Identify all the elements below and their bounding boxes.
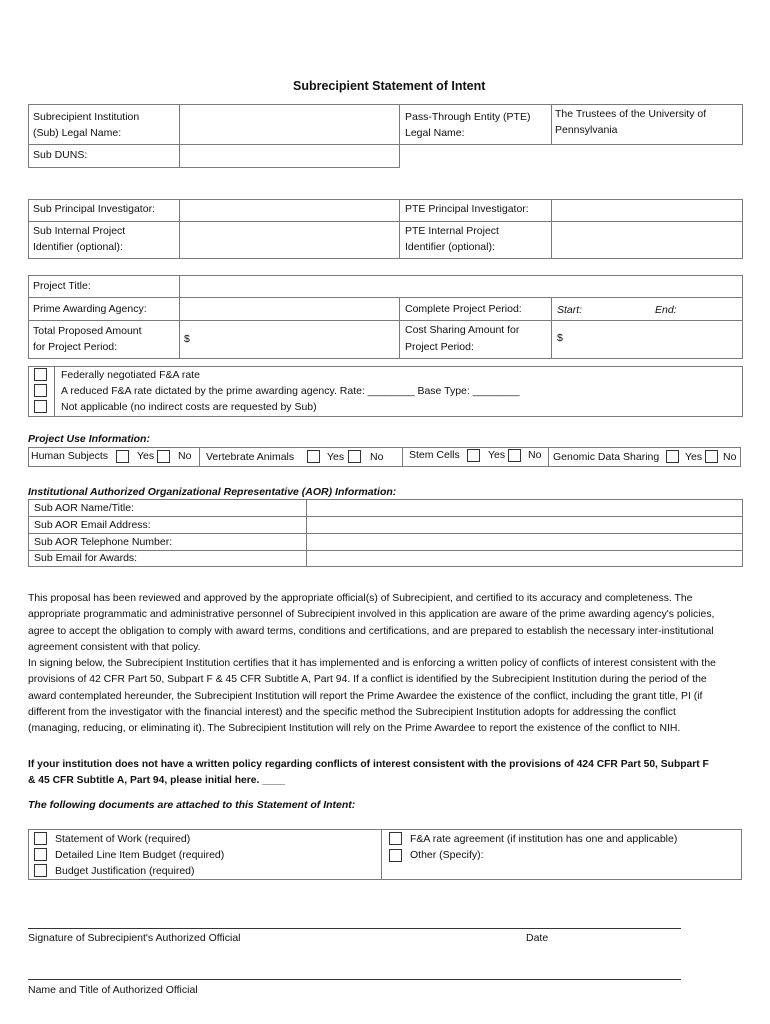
stem-cells-yes-label: Yes: [488, 449, 506, 461]
human-subjects-yes-checkbox[interactable]: [116, 450, 129, 463]
pte-legal-name-label: Pass-Through Entity (PTE): [405, 111, 531, 123]
human-subjects-yes-label: Yes: [137, 450, 155, 462]
pte-project-id-label-2: Identifier (optional):: [405, 241, 495, 253]
aor-email-label: Sub AOR Email Address:: [34, 519, 151, 531]
pte-legal-name-label-2: Legal Name:: [405, 127, 465, 139]
project-title-label: Project Title:: [33, 280, 91, 292]
total-amount-field[interactable]: $: [184, 333, 190, 345]
reduced-rate-label: A reduced F&A rate dictated by the prime awarding agency. Rate: ________ Base Type: ________: [61, 385, 520, 397]
signature-label: Signature of Subrecipient's Authorized Official: [28, 932, 241, 944]
name-title-line[interactable]: [28, 979, 681, 980]
sow-label: Statement of Work (required): [55, 833, 191, 845]
end-label: End:: [655, 304, 677, 316]
aor-email-field[interactable]: [307, 517, 742, 533]
total-amount-label-2: for Project Period:: [33, 341, 118, 353]
awards-email-label: Sub Email for Awards:: [34, 552, 138, 564]
project-use-heading: Project Use Information:: [28, 433, 150, 445]
name-title-label: Name and Title of Authorized Official: [28, 984, 198, 996]
stem-cells-no-checkbox[interactable]: [508, 449, 521, 462]
sub-legal-name-label-2: (Sub) Legal Name:: [33, 127, 122, 139]
attachments-heading: The following documents are attached to this Statement of Intent:: [28, 799, 356, 811]
budget-checkbox[interactable]: [34, 848, 47, 861]
reduced-rate-checkbox[interactable]: [34, 384, 47, 397]
page-title: Subrecipient Statement of Intent: [293, 79, 486, 93]
awards-email-field[interactable]: [307, 551, 742, 566]
federal-rate-label: Federally negotiated F&A rate: [61, 369, 200, 381]
stem-cells-no-label: No: [528, 449, 542, 461]
pte-pi-field[interactable]: [552, 200, 742, 220]
coi-paragraph: In signing below, the Subrecipient Institution certifies that it has implemented and is enforcing a written policy of conflicts of interest consistent with the provisions of 42 CFR Part 50, Subpart F & 45 CFR Subtitle A, Part 94. If a conflict is identified by the Subrecipient Institution during the period of the award contemplated hereunder, the Subrecipient Institution will report the Prime Awardee the existence of the conflict, including the grant title, PI (if different from the investigator with the financial interest) and the specific method the Subrecipient Institution adopts for addressing the conflict (managing, reducing, or eliminating it). The Subrecipient Institution will rely on the Prime Awardee to report the existence of the conflict to NIH.: [28, 658, 716, 735]
sub-project-id-label: Sub Internal Project: [33, 225, 126, 237]
other-checkbox[interactable]: [389, 849, 402, 862]
total-amount-label: Total Proposed Amount: [33, 325, 142, 337]
project-title-field[interactable]: [180, 276, 742, 296]
not-applicable-label: Not applicable (no indirect costs are requested by Sub): [61, 401, 317, 413]
fa-agreement-label: F&A rate agreement (if institution has one and applicable): [410, 833, 678, 845]
genomic-data-yes-label: Yes: [685, 451, 703, 463]
budget-label: Detailed Line Item Budget (required): [55, 849, 225, 861]
vertebrate-animals-yes-checkbox[interactable]: [307, 450, 320, 463]
project-period-label: Complete Project Period:: [405, 303, 522, 315]
sub-legal-name-label: Subrecipient Institution: [33, 111, 140, 123]
pte-legal-name-value-2: Pennsylvania: [555, 124, 618, 136]
genomic-data-no-label: No: [723, 451, 737, 463]
aor-heading: Institutional Authorized Organizational Representative (AOR) Information:: [28, 486, 397, 498]
human-subjects-no-checkbox[interactable]: [157, 450, 170, 463]
other-label: Other (Specify):: [410, 849, 484, 861]
sow-checkbox[interactable]: [34, 832, 47, 845]
fa-agreement-checkbox[interactable]: [389, 832, 402, 845]
human-subjects-label: Human Subjects: [31, 450, 109, 462]
sub-duns-label: Sub DUNS:: [33, 149, 88, 161]
aor-phone-label: Sub AOR Telephone Number:: [34, 536, 173, 548]
vertebrate-animals-no-checkbox[interactable]: [348, 450, 361, 463]
aor-name-label: Sub AOR Name/Title:: [34, 502, 134, 514]
coi-initial-paragraph: If your institution does not have a written policy regarding conflicts of interest consistent with the provisions of 424 CFR Part 50, Subpart F & 45 CFR Subtitle A, Part 94, please initial here. ____: [28, 759, 709, 787]
cost-sharing-label-2: Project Period:: [405, 341, 474, 353]
prime-agency-label: Prime Awarding Agency:: [33, 303, 147, 315]
cost-sharing-field[interactable]: $: [557, 332, 563, 344]
human-subjects-no-label: No: [178, 450, 192, 462]
pte-project-id-label: PTE Internal Project: [405, 225, 499, 237]
cost-sharing-label: Cost Sharing Amount for: [405, 324, 520, 336]
review-paragraph: This proposal has been reviewed and approved by the appropriate official(s) of Subrecipient, and certified to its accuracy and completeness. The appropriate programmatic and administrative personnel of Subrecipient involved in this application are aware of the prime awarding agency's policies, agree to accept the obligation to comply with award terms, conditions and certifications, and are prepared to establish the necessary inter-institutional agreement consistent with that policy.: [28, 593, 715, 653]
aor-name-field[interactable]: [307, 500, 742, 516]
sub-duns-field[interactable]: [179, 144, 400, 168]
pte-project-id-field[interactable]: [552, 222, 742, 258]
sub-legal-name-field[interactable]: [179, 104, 400, 145]
sub-pi-field[interactable]: [180, 200, 398, 220]
stem-cells-yes-checkbox[interactable]: [467, 449, 480, 462]
date-label: Date: [526, 932, 549, 944]
budget-justification-label: Budget Justification (required): [55, 865, 195, 877]
sub-project-id-field[interactable]: [180, 222, 398, 258]
vertebrate-animals-no-label: No: [370, 451, 384, 463]
stem-cells-label: Stem Cells: [409, 449, 460, 461]
sub-project-id-label-2: Identifier (optional):: [33, 241, 123, 253]
federal-rate-checkbox[interactable]: [34, 368, 47, 381]
vertebrate-animals-label: Vertebrate Animals: [206, 451, 295, 463]
genomic-data-label: Genomic Data Sharing: [553, 451, 660, 463]
aor-phone-field[interactable]: [307, 534, 742, 550]
genomic-data-no-checkbox[interactable]: [705, 450, 718, 463]
not-applicable-checkbox[interactable]: [34, 400, 47, 413]
budget-justification-checkbox[interactable]: [34, 864, 47, 877]
vertebrate-animals-yes-label: Yes: [327, 451, 345, 463]
start-label: Start:: [557, 304, 583, 316]
signature-line[interactable]: [28, 928, 681, 929]
pte-pi-label: PTE Principal Investigator:: [405, 203, 529, 215]
pte-legal-name-value: The Trustees of the University of: [555, 108, 707, 120]
prime-agency-field[interactable]: [180, 298, 398, 319]
genomic-data-yes-checkbox[interactable]: [666, 450, 679, 463]
sub-pi-label: Sub Principal Investigator:: [33, 203, 155, 215]
